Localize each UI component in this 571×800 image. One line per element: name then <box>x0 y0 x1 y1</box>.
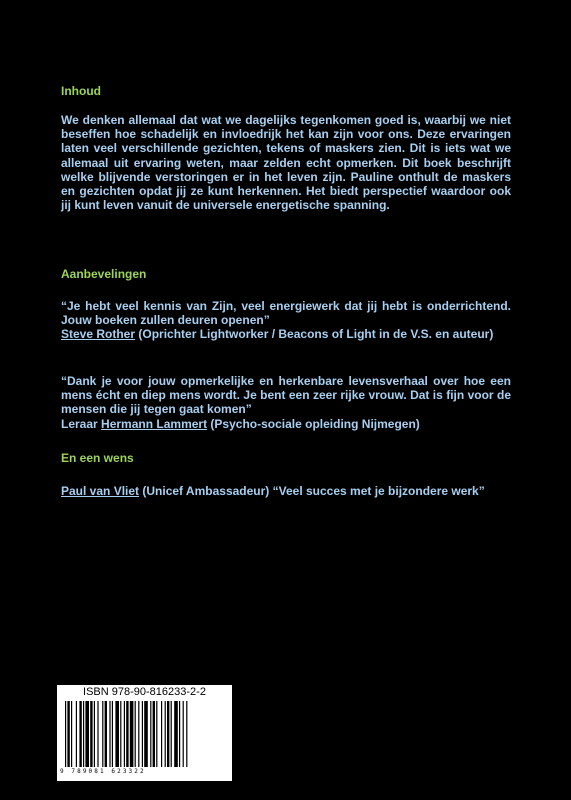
barcode-bar <box>109 701 110 767</box>
aanbevelingen-heading: Aanbevelingen <box>61 267 147 281</box>
recommendation-2 <box>61 374 511 431</box>
barcode-bar <box>102 701 103 767</box>
barcode-bar <box>142 701 143 767</box>
barcode-bar <box>186 701 187 767</box>
recommendation-1 <box>61 299 511 342</box>
barcode-bars <box>57 685 232 781</box>
barcode-bar <box>97 701 98 767</box>
barcode-bar <box>112 701 113 767</box>
barcode-bar <box>144 701 148 767</box>
barcode-bar <box>135 701 136 767</box>
barcode-digits: 9 789081 623322 <box>60 768 146 775</box>
barcode-bar <box>79 701 81 767</box>
barcode-bar <box>71 701 72 767</box>
quote-1-text: “Je hebt veel kennis van Zijn, veel energiewerk dat jij hebt is onderrichtend. Jouw boeken zullen deuren openen” <box>61 299 511 328</box>
barcode-bar <box>120 701 121 767</box>
barcode-bar <box>85 701 89 767</box>
quote-1-role: (Oprichter Lightworker / Beacons of Light in de V.S. en auteur) <box>138 327 494 342</box>
barcode-bar <box>179 701 180 767</box>
barcode-bar <box>153 701 155 767</box>
inhoud-heading: Inhoud <box>61 84 101 98</box>
barcode-bar <box>115 701 119 767</box>
barcode-bar <box>65 701 66 767</box>
paul-van-vliet-link[interactable]: Paul van Vliet <box>61 484 140 498</box>
hermann-lammert-link[interactable]: Hermann Lammert <box>101 416 208 431</box>
barcode-bar <box>76 701 77 767</box>
barcode-bar <box>161 701 162 767</box>
barcode-bar <box>165 701 166 767</box>
wish-paragraph <box>61 484 511 498</box>
barcode-bar <box>138 701 139 767</box>
inhoud-text: We denken allemaal dat wat we dagelijks tegenkomen goed is, waarbij we niet beseffen hoe schadelijk en invloedrijk het kan zijn voor ons. Deze ervaringen laten veel verschillende gezichten, tekens of maskers zien. Dit is iets wat we allemaal uit ervaring weten, maar zelden echt opmerken. Dit boek beschrijft welke blijvende verstoringen er in het leven zijn. Pauline onthult de maskers en gezichten opdat jij ze kunt herkennen. Het biedt perspectief waardoor ook jij kunt leven vanuit de universele energetische spanning. <box>61 113 511 213</box>
barcode-bar <box>94 701 95 767</box>
barcode-bar <box>90 701 92 767</box>
isbn-number: ISBN 978-90-816233-2-2 <box>83 686 206 698</box>
barcode-bar <box>126 701 128 767</box>
wish-text: (Unicef Ambassadeur) “Veel succes met je bijzondere werk” <box>142 484 485 498</box>
quote-2-text: “Dank je voor jouw opmerkelijke en herkenbare levensverhaal over hoe een mens écht en diep mens wordt. Je bent een zeer rijke vrouw. Dat is fijn voor de mensen die jij tegen gaat komen” <box>61 374 511 417</box>
barcode-bar <box>174 701 178 767</box>
steve-rother-link[interactable]: Steve Rother <box>61 327 136 342</box>
barcode-bar <box>150 701 151 767</box>
quote-2-role: (Psycho-sociale opleiding Nijmegen) <box>210 416 420 431</box>
barcode-bar <box>167 701 169 767</box>
barcode-bar <box>83 701 84 767</box>
wens-heading: En een wens <box>61 451 134 465</box>
barcode-bar <box>105 701 107 767</box>
barcode-bar <box>67 701 69 767</box>
barcode-bar <box>124 701 125 767</box>
barcode-bar <box>171 701 172 767</box>
barcode-bar <box>156 701 157 767</box>
barcode-bar <box>130 701 134 767</box>
isbn-barcode <box>57 685 232 781</box>
quote-2-prefix: Leraar <box>61 416 98 431</box>
barcode-bar <box>183 701 184 767</box>
